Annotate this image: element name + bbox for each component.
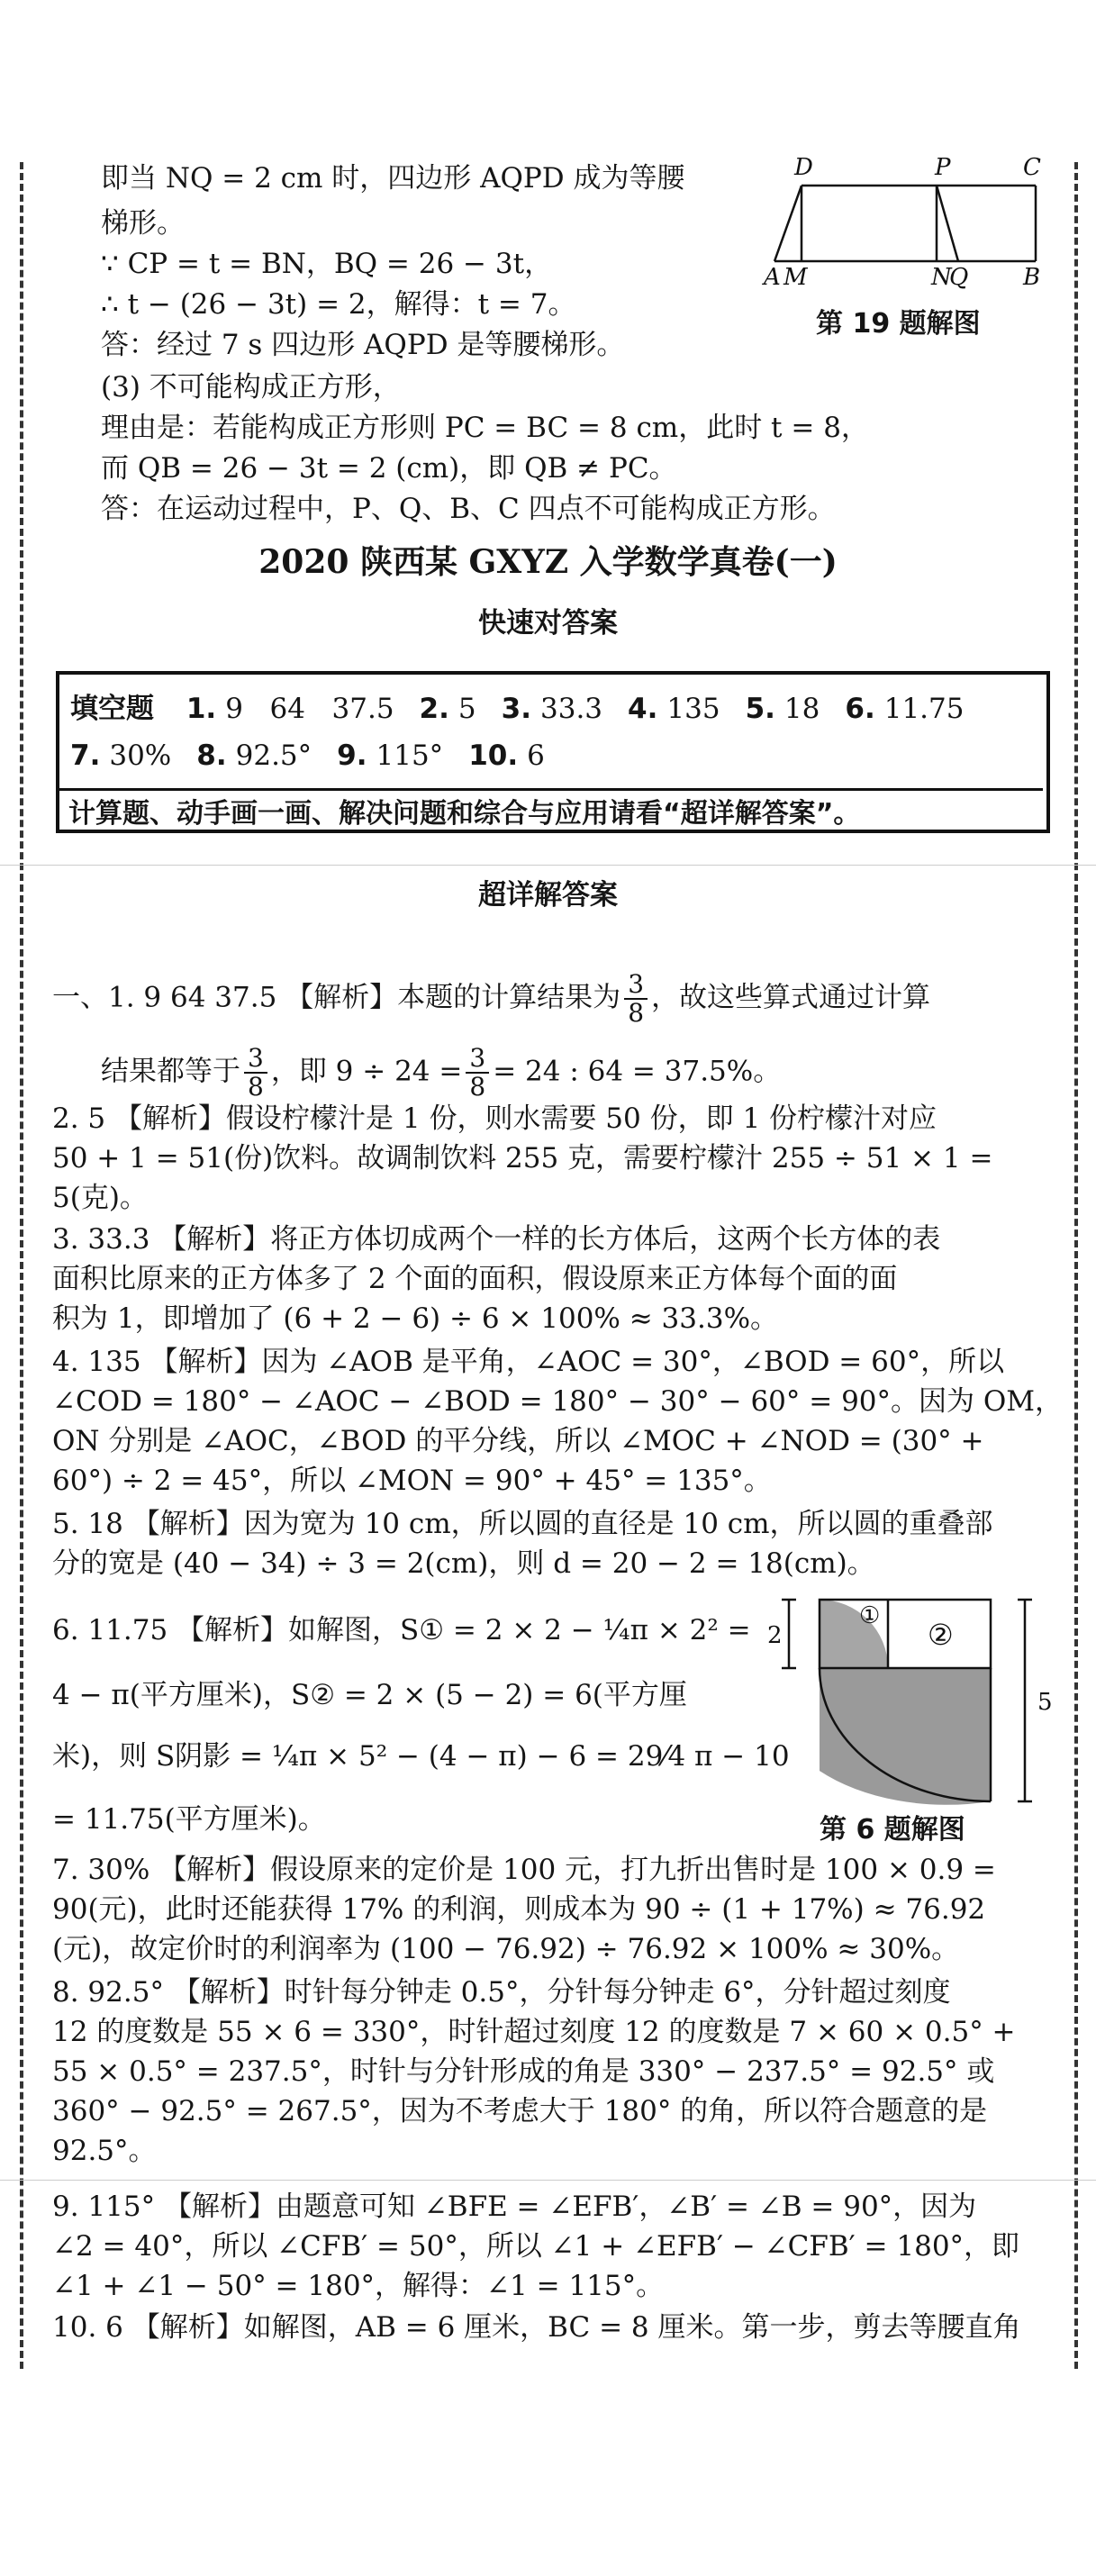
- quick-answer-value: 115°: [376, 739, 444, 772]
- frac-denominator: 8: [628, 998, 645, 1028]
- answer-6-line: 米)，则 S阴影 = ¼π × 5² − (4 − π) − 6 = 29⁄4 π − 10: [52, 1740, 790, 1773]
- fig19-label-N: N: [931, 264, 952, 291]
- quick-answer-number: 4.: [628, 693, 658, 725]
- answer-8-line: 92.5°。: [52, 2135, 157, 2167]
- answer-9-line: ∠2 = 40°，所以 ∠CFB′ = 50°，所以 ∠1 + ∠EFB′ − ∠CFB′ = 180°，即: [52, 2230, 1020, 2263]
- quick-answer-item: [468, 739, 545, 772]
- quick-row-2: [70, 738, 545, 774]
- quick-answer-number: 1.: [186, 693, 217, 725]
- fig19-caption: 第 19 题解图: [816, 308, 981, 340]
- fig6-dim-5: 5: [1037, 1689, 1053, 1716]
- answer-4-line: 60°) ÷ 2 = 45°，所以 ∠MON = 90° + 45° = 135°。: [52, 1465, 772, 1497]
- detail-answer-title: 超详解答案: [478, 879, 618, 912]
- answer-8-line: 55 × 0.5° = 237.5°，时针与分针形成的角是 330° − 237.5° = 92.5° 或: [52, 2055, 995, 2088]
- scan-fold-line: [0, 2180, 1096, 2181]
- quick-answer-number: 8.: [196, 739, 227, 772]
- quick-answer-item: [337, 739, 443, 772]
- quick-answer-value: 135: [666, 693, 720, 725]
- fraction-3-8: [624, 971, 648, 1027]
- answer-1-line: [52, 971, 930, 1027]
- quick-answer-number: 9.: [337, 739, 367, 772]
- fig19-label-B: B: [1023, 264, 1041, 291]
- answer-3-line: 3. 33.3 【解析】将正方体切成两个一样的长方体后，这两个长方体的表: [52, 1223, 941, 1256]
- quick-answer-item: [186, 693, 394, 725]
- quick-answer-number: 2.: [419, 693, 449, 725]
- quick-answer-value: 92.5°: [235, 739, 312, 772]
- quick-answer-item: [420, 693, 476, 725]
- frac-denominator: 8: [248, 1072, 264, 1102]
- frac-numerator: 3: [624, 971, 648, 1000]
- q19-line: 答：在运动过程中，P、Q、B、C 四点不可能构成正方形。: [101, 493, 836, 525]
- left-cut-line: [20, 162, 23, 2369]
- quick-answer-number: 3.: [501, 693, 531, 725]
- answer-3-line: 面积比原来的正方体多了 2 个面的面积，假设原来正方体每个面的面: [52, 1263, 898, 1295]
- quick-answer-item: [746, 693, 820, 725]
- fig19-label-M: M: [784, 264, 808, 291]
- fig6-label-2: ②: [928, 1618, 954, 1652]
- quick-answer-item: [628, 693, 720, 725]
- quick-answer-value: 30%: [109, 739, 172, 772]
- q19-line: 理由是：若能构成正方形则 PC = BC = 8 cm，此时 t = 8，: [101, 412, 869, 444]
- q19-line: 而 QB = 26 − 3t = 2 (cm)，即 QB ≠ PC。: [101, 452, 677, 485]
- scan-fold-line: [0, 865, 1096, 866]
- q19-line: ∴ t − (26 − 3t) = 2，解得：t = 7。: [101, 288, 576, 321]
- quick-answer-number: 5.: [745, 693, 775, 725]
- answer-7-line: 90(元)，此时还能获得 17% 的利润，则成本为 90 ÷ (1 + 17%) ≈ 76.92: [52, 1893, 986, 1926]
- quick-answer-number: 10.: [468, 739, 519, 772]
- q19-line: 即当 NQ = 2 cm 时，四边形 AQPD 成为等腰: [101, 162, 685, 195]
- fill-blank-label: 填空题: [70, 693, 154, 725]
- quick-row-1-items: [163, 693, 965, 725]
- quick-row-1: [70, 691, 964, 727]
- quick-answer-value: 33.3: [540, 693, 603, 725]
- quick-answer-value: 18: [784, 693, 820, 725]
- answer-4-line: ∠COD = 180° − ∠AOC − ∠BOD = 180° − 30° − 60° = 90°。因为 OM，: [52, 1385, 1064, 1418]
- q19-line: ∵ CP = t = BN，BQ = 26 − 3t，: [101, 248, 553, 280]
- fig19-label-P: P: [935, 154, 951, 181]
- right-cut-line: [1074, 162, 1078, 2369]
- q19-line: 答：经过 7 s 四边形 AQPD 是等腰梯形。: [101, 329, 625, 361]
- exam-title: 2020 陕西某 GXYZ 入学数学真卷(一): [258, 543, 838, 581]
- fraction-3-8: [466, 1045, 489, 1101]
- quick-answer-value: 11.75: [883, 693, 965, 725]
- answer-8-line: 12 的度数是 55 × 6 = 330°，时针超过刻度 12 的度数是 7 × 60 × 0.5° +: [52, 2016, 1016, 2048]
- figure-19: [756, 151, 1054, 295]
- quick-answer-value: 6: [527, 739, 545, 772]
- quick-answer-item: [70, 739, 171, 772]
- answer-7-line: 7. 30% 【解析】假设原来的定价是 100 元，打九折出售时是 100 × 0.9 =: [52, 1854, 996, 1886]
- answer-4-line: 4. 135 【解析】因为 ∠AOB 是平角，∠AOC = 30°，∠BOD = 60°，所以: [52, 1346, 1005, 1378]
- answer-1-text: 一、1. 9 64 37.5 【解析】本题的计算结果为: [52, 981, 621, 1014]
- quick-answer-item: [502, 693, 602, 725]
- quick-footer-divider: [56, 788, 1043, 791]
- frac-denominator: 8: [469, 1072, 486, 1102]
- answer-9-line: ∠1 + ∠1 − 50° = 180°，解得：∠1 = 115°。: [52, 2270, 665, 2302]
- answer-1-text: = 24 : 64 = 37.5%。: [493, 1055, 782, 1088]
- quick-answer-number: 7.: [70, 739, 101, 772]
- frac-numerator: 3: [466, 1045, 489, 1074]
- fig19-label-C: C: [1023, 154, 1041, 181]
- answer-2-line: 2. 5 【解析】假设柠檬汁是 1 份，则水需要 50 份，即 1 份柠檬汁对应: [52, 1102, 937, 1135]
- answer-9-line: 9. 115° 【解析】由题意可知 ∠BFE = ∠EFB′，∠B′ = ∠B = 90°，因为: [52, 2191, 977, 2223]
- answer-1-text: ，故这些算式通过计算: [651, 981, 931, 1014]
- answer-2-line: 50 + 1 = 51(份)饮料。故调制饮料 255 克，需要柠檬汁 255 ÷ 51 × 1 =: [52, 1142, 993, 1175]
- answer-2-line: 5(克)。: [52, 1182, 148, 1214]
- quick-footer-note: 计算题、动手画一画、解决问题和综合与应用请看“超详解答案”。: [68, 798, 861, 830]
- frac-numerator: 3: [244, 1045, 267, 1074]
- answer-6-line: 4 − π(平方厘米)，S② = 2 × (5 − 2) = 6(平方厘: [52, 1679, 687, 1711]
- quick-row-2-items: [70, 739, 545, 772]
- fraction-3-8: [244, 1045, 267, 1101]
- fig6-caption: 第 6 题解图: [820, 1814, 965, 1846]
- quick-answer-item: [196, 739, 312, 772]
- answer-8-line: 360° − 92.5° = 267.5°，因为不考虑大于 180° 的角，所以符合题意的是: [52, 2095, 988, 2127]
- fig6-label-1: ①: [859, 1602, 881, 1629]
- fig19-label-D: D: [794, 154, 813, 181]
- answer-6-line: = 11.75(平方厘米)。: [52, 1803, 326, 1836]
- fig6-dim-2: 2: [767, 1622, 783, 1649]
- fig19-label-Q: Q: [949, 264, 969, 291]
- answer-5-line: 分的宽是 (40 − 34) ÷ 3 = 2(cm)，则 d = 20 − 2 = 18(cm)。: [52, 1547, 875, 1580]
- quick-answer-number: 6.: [845, 693, 875, 725]
- quick-answer-value: 5: [457, 693, 476, 725]
- q19-line: 梯形。: [101, 207, 185, 240]
- answer-8-line: 8. 92.5° 【解析】时针每分钟走 0.5°，分针每分钟走 6°，分针超过刻度: [52, 1976, 951, 2009]
- answer-1-text: 结果都等于: [101, 1055, 240, 1088]
- figure-6: [762, 1591, 1059, 1807]
- q19-line: (3) 不可能构成正方形，: [101, 371, 401, 404]
- answer-3-line: 积为 1，即增加了 (6 + 2 − 6) ÷ 6 × 100% ≈ 33.3%。: [52, 1302, 779, 1335]
- quick-answer-value: 9 64 37.5: [225, 693, 394, 725]
- answer-7-line: (元)，故定价时的利润率为 (100 − 76.92) ÷ 76.92 × 100% ≈ 30%。: [52, 1933, 960, 1965]
- answer-10-line: 10. 6 【解析】如解图，AB = 6 厘米，BC = 8 厘米。第一步，剪去等腰直角: [52, 2311, 1021, 2344]
- fig19-label-A: A: [764, 264, 781, 291]
- answer-6-line: 6. 11.75 【解析】如解图，S① = 2 × 2 − ¼π × 2² =: [52, 1614, 751, 1646]
- answer-1-text: ，即 9 ÷ 24 =: [270, 1055, 463, 1088]
- quick-answer-title: 快速对答案: [478, 607, 618, 639]
- answer-5-line: 5. 18 【解析】因为宽为 10 cm，所以圆的直径是 10 cm，所以圆的重叠部: [52, 1508, 993, 1540]
- answer-4-line: ON 分别是 ∠AOC，∠BOD 的平分线，所以 ∠MOC + ∠NOD = (30° +: [52, 1425, 984, 1457]
- answer-1-line: [101, 1045, 781, 1101]
- quick-answer-item: [845, 693, 964, 725]
